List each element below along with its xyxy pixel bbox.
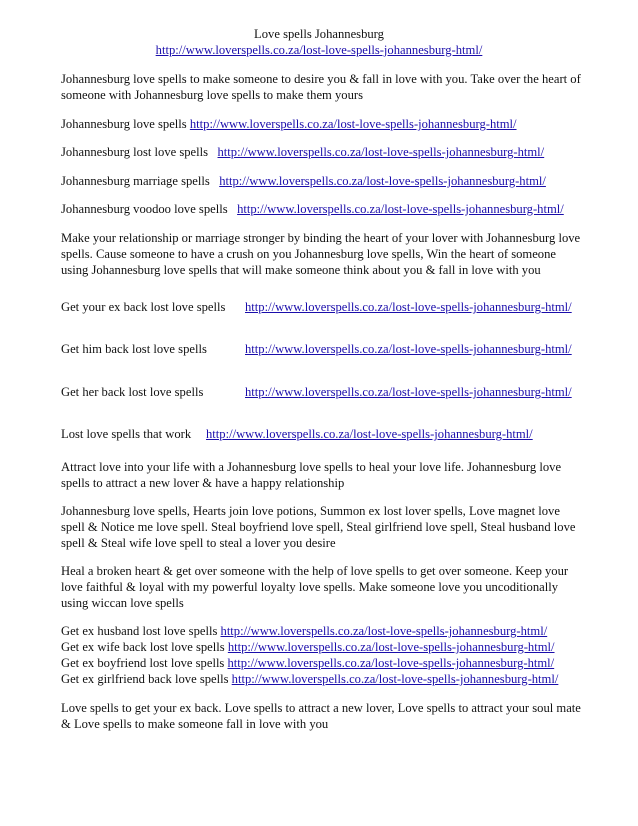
potions-line-2: spell & Notice me love spell. Steal boyfriend love spell, Steal girlfriend love spell, Steal husband love — [61, 520, 576, 534]
link-line-url[interactable]: http://www.loverspells.co.za/lost-love-spells-johannesburg-html/ — [219, 174, 546, 188]
link-line-marriage-spells — [61, 173, 546, 189]
final-line-2: & Love spells to make someone fall in love with you — [61, 717, 329, 731]
document-title: Love spells Johannesburg — [254, 27, 384, 41]
work-row-label: Lost love spells that work — [61, 427, 192, 441]
ex-line-label: Get ex boyfriend lost love spells — [61, 656, 225, 670]
header-url-link[interactable]: http://www.loverspells.co.za/lost-love-spells-johannesburg-html/ — [155, 43, 483, 57]
link-line-label: Johannesburg voodoo love spells — [61, 202, 228, 216]
tab-row-link — [245, 341, 572, 357]
tab-row-label: Get your ex back lost love spells — [61, 300, 226, 314]
intro-line-2: someone with Johannesburg love spells to make them yours — [61, 88, 363, 102]
ex-line-husband — [61, 623, 547, 639]
link-line-url[interactable]: http://www.loverspells.co.za/lost-love-spells-johannesburg-html/ — [189, 117, 517, 131]
intro-line-1: Johannesburg love spells to make someone to desire you & fall in love with you. Take over the heart of — [61, 72, 581, 86]
link-line-johannesburg-love-spells — [61, 116, 517, 132]
tab-row-link — [245, 299, 572, 315]
link-line-voodoo-love-spells — [61, 201, 564, 217]
link-line-label: Johannesburg marriage spells — [61, 174, 210, 188]
heal-line-3: using wiccan love spells — [61, 596, 184, 610]
tab-row-url[interactable]: http://www.loverspells.co.za/lost-love-spells-johannesburg-html/ — [245, 300, 572, 314]
title-link-line — [0, 42, 638, 58]
relationship-line-3: using Johannesburg love spells that will make someone think about you & fall in love with you — [61, 263, 541, 277]
tab-row-url[interactable]: http://www.loverspells.co.za/lost-love-spells-johannesburg-html/ — [245, 342, 572, 356]
ex-line-url[interactable]: http://www.loverspells.co.za/lost-love-spells-johannesburg-html/ — [227, 640, 555, 654]
ex-line-url[interactable]: http://www.loverspells.co.za/lost-love-spells-johannesburg-html/ — [227, 656, 555, 670]
relationship-line-2: spells. Cause someone to have a crush on you Johannesburg love spells, Win the heart of someone — [61, 247, 556, 261]
ex-line-label: Get ex girlfriend back love spells — [61, 672, 229, 686]
attract-line-1: Attract love into your life with a Johannesburg love spells to heal your love life. Johannesburg love — [61, 460, 562, 474]
tab-row-label: Get him back lost love spells — [61, 342, 207, 356]
ex-line-url[interactable]: http://www.loverspells.co.za/lost-love-spells-johannesburg-html/ — [220, 624, 548, 638]
final-line-1: Love spells to get your ex back. Love spells to attract a new lover, Love spells to attract your soul mate — [61, 701, 581, 715]
link-line-url[interactable]: http://www.loverspells.co.za/lost-love-spells-johannesburg-html/ — [217, 145, 545, 159]
potions-line-3: spell & Steal wife love spell to steal a lover you desire — [61, 536, 336, 550]
relationship-line-1: Make your relationship or marriage stronger by binding the heart of your lover with Johannesburg love — [61, 231, 581, 245]
link-line-label: Johannesburg love spells — [61, 117, 187, 131]
heal-line-2: love faithful & loyal with my powerful loyalty love spells. Make someone love you uncoditionally — [61, 580, 559, 594]
tab-row-link — [245, 384, 572, 400]
work-row-link — [206, 426, 533, 442]
ex-line-wife — [61, 639, 555, 655]
tab-row-label: Get her back lost love spells — [61, 385, 204, 399]
potions-line-1: Johannesburg love spells, Hearts join love potions, Summon ex lost lover spells, Love magnet love — [61, 504, 560, 518]
link-line-label: Johannesburg lost love spells — [61, 145, 209, 159]
tab-row-url[interactable]: http://www.loverspells.co.za/lost-love-spells-johannesburg-html/ — [245, 385, 572, 399]
ex-line-label: Get ex wife back lost love spells — [61, 640, 225, 654]
work-row-url[interactable]: http://www.loverspells.co.za/lost-love-spells-johannesburg-html/ — [206, 427, 533, 441]
ex-line-label: Get ex husband lost love spells — [61, 624, 218, 638]
link-line-lost-love-spells — [61, 144, 544, 160]
heal-line-1: Heal a broken heart & get over someone with the help of love spells to get over someone. Keep your — [61, 564, 569, 578]
attract-line-2: spells to attract a new lover & have a happy relationship — [61, 476, 345, 490]
link-line-url[interactable]: http://www.loverspells.co.za/lost-love-spells-johannesburg-html/ — [237, 202, 564, 216]
ex-line-url[interactable]: http://www.loverspells.co.za/lost-love-spells-johannesburg-html/ — [231, 672, 559, 686]
ex-line-girlfriend — [61, 671, 558, 687]
ex-line-boyfriend — [61, 655, 554, 671]
